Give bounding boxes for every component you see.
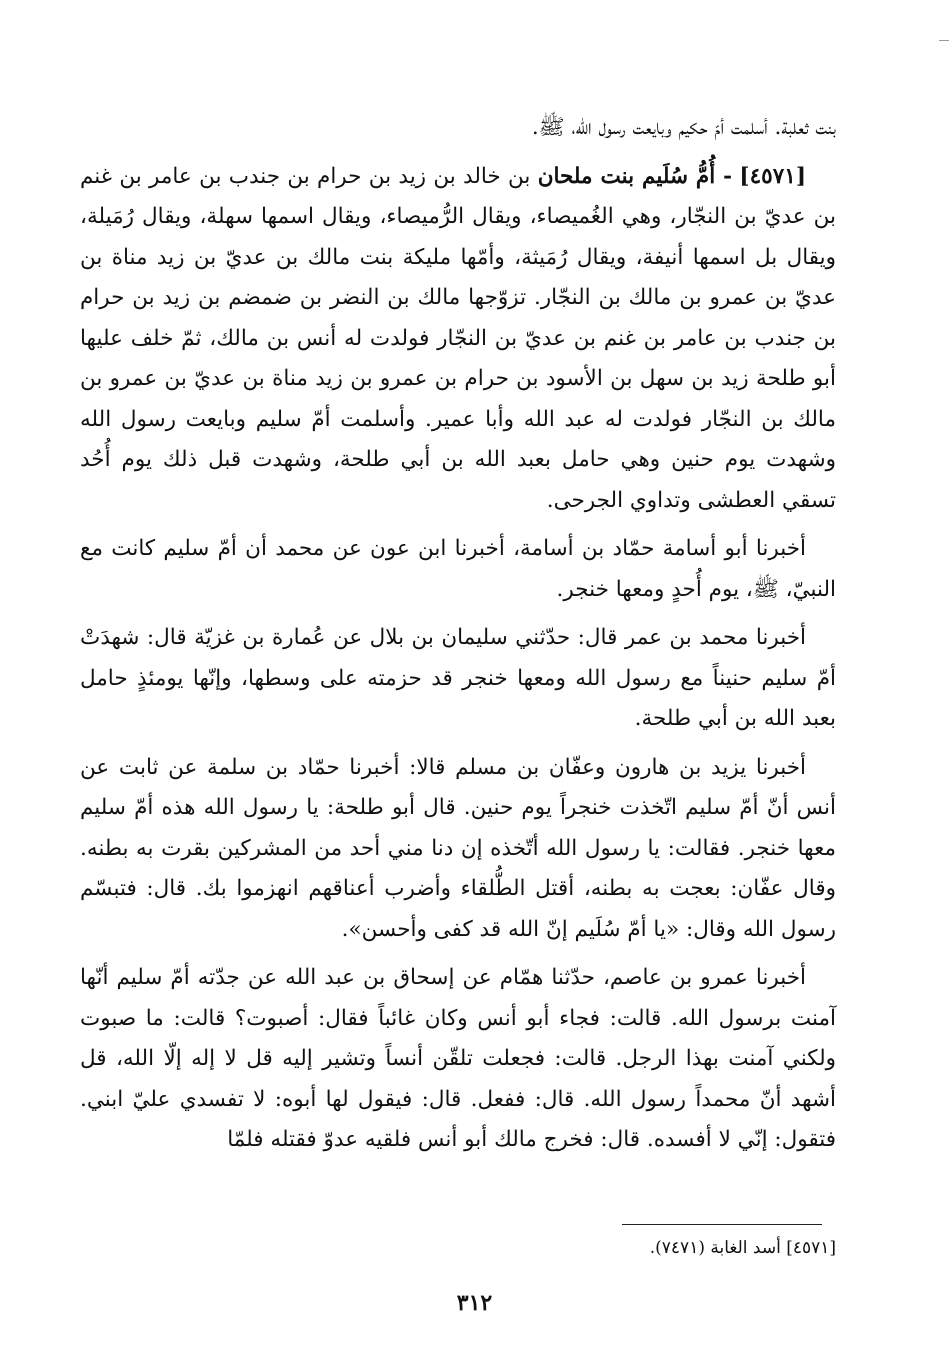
paragraph-entry-4571 xyxy=(80,157,836,522)
scan-edge-mark xyxy=(939,40,949,41)
main-text xyxy=(80,108,836,1169)
paragraph-continuation: بنت ثعلبة. أسلمت أمّ حكيم وبايعت رسول الله، ﷺ. xyxy=(531,115,836,140)
entry-text: بن خالد بن زيد بن حرام بن جندب بن عامر بن غنم بن عديّ بن النجّار، وهي الغُميصاء، ويقال الرُّميصاء، ويقال اسمها سهلة، ويقال رُمَيلة، ويقال بل اسمها أنيفة، ويقال رُمَيثة، وأمّها مليكة بنت مالك بن عديّ بن زيد مناة بن عديّ بن عمرو بن مالك بن النجّار. تزوّجها مالك بن النضر بن ضمضم بن زيد بن حرام بن جندب بن عامر بن غنم بن عديّ بن النجّار فولدت له أنس بن مالك، ثمّ خلف عليها أبو طلحة زيد بن سهل بن الأسود بن حرام بن عمرو بن زيد مناة بن عديّ بن عمرو بن مالك بن النجّار فولدت له عبد الله وأبا عمير. وأسلمت أمّ سليم وبايعت رسول الله وشهدت يوم حنين وهي حامل بعبد الله بن أبي طلحة، وشهدت قبل ذلك يوم أُحُد تسقي العطشى وتداوي الجرحى. xyxy=(80,163,836,513)
entry-name: - أُمُّ سُلَيم بنت ملحان xyxy=(537,163,733,189)
footnote-divider xyxy=(622,1224,822,1225)
paragraph-report-4: أخبرنا عمرو بن عاصم، حدّثنا همّام عن إسحاق بن عبد الله عن جدّته أمّ سليم أنّها آمنت برسول الله. قالت: فجاء أبو أنس وكان غائباً فقال: أصبوت؟ قالت: ما صبوت ولكني آمنت بهذا الرجل. قالت: فجعلت تلقّن أنساً وتشير إليه قل لا إله إلّا الله، قل أشهد أنّ محمداً رسول الله. قال: ففعل. قال: فيقول لها أبوه: لا تفسدي عليّ ابني. فتقول: إنّي لا أفسده. قال: فخرج مالك أبو أنس فلقيه عدوّ فقتله فلمّا xyxy=(80,965,836,1152)
page-number: ٣١٢ xyxy=(456,1290,493,1316)
entry-number: [٤٥٧١] xyxy=(739,163,806,189)
footnote: [٤٥٧١] أسد الغابة (٧٤٧١). xyxy=(649,1238,836,1258)
paragraph-report-3: أخبرنا يزيد بن هارون وعفّان بن مسلم قالا: أخبرنا حمّاد بن سلمة عن ثابت عن أنس أنّ أمّ سليم اتّخذت خنجراً يوم حنين. قال أبو طلحة: يا رسول الله هذه أمّ سليم معها خنجر. فقالت: يا رسول الله أتّخذه إن دنا مني أحد من المشركين بقرت به بطنه. وقال عفّان: بعجت به بطنه، أقتل الطُّلقاء وأضرب أعناقهم انهزموا بك. قال: فتبسّم رسول الله وقال: «يا أمّ سُلَيم إنّ الله قد كفى وأحسن». xyxy=(80,754,836,942)
paragraph-report-1: أخبرنا أبو أسامة حمّاد بن أسامة، أخبرنا ابن عون عن محمد أن أمّ سليم كانت مع النبيّ، ﷺ، يوم أُحدٍ ومعها خنجر. xyxy=(80,536,836,602)
paragraph-report-2: أخبرنا محمد بن عمر قال: حدّثني سليمان بن بلال عن عُمارة بن غزيّة قال: شهدَتْ أمّ سليم حنيناً مع رسول الله ومعها خنجر قد حزمته على وسطها، وإنّها يومئذٍ حامل بعبد الله بن أبي طلحة. xyxy=(80,625,836,731)
